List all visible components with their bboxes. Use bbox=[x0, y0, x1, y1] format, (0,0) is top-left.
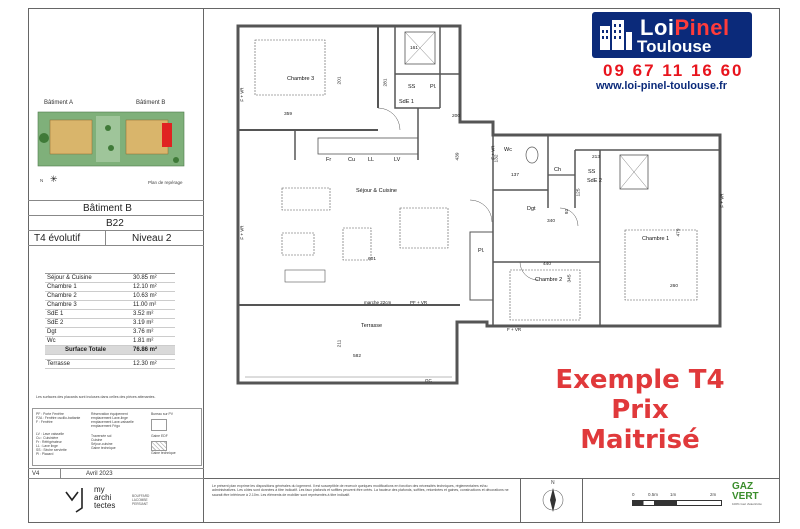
example-overlay: Exemple T4 Prix Maitrisé bbox=[555, 365, 725, 455]
architect-partners: BOUFFARD LACOMBE PERSIANT bbox=[132, 494, 150, 506]
ad-brand: LoiPinel bbox=[640, 15, 730, 40]
area-row: Séjour & Cuisine 30.85 m² bbox=[45, 274, 175, 283]
room-terrasse: Terrasse bbox=[361, 323, 383, 329]
terrasse-row: Terrasse 12.30 m² bbox=[45, 359, 175, 369]
door-mark: PF + VR bbox=[410, 300, 428, 305]
level: Niveau 2 bbox=[132, 233, 172, 244]
room-wc: Wc bbox=[504, 147, 512, 153]
site-plan-caption: Plan de repérage bbox=[148, 180, 183, 185]
room-sejour: Séjour & Cuisine bbox=[356, 188, 397, 194]
window-mark: F + VR bbox=[239, 87, 245, 102]
batiment-b-label: Bâtiment B bbox=[136, 100, 166, 106]
building-logo-icon bbox=[598, 18, 634, 52]
gaz-vert-logo: GAZ VERT 100% Gaz d'électricité bbox=[732, 481, 762, 506]
room-chambre-1: Chambre 1 bbox=[642, 236, 670, 242]
lot-number: B22 bbox=[106, 218, 124, 229]
window-mark: F + VR bbox=[239, 225, 245, 240]
room-chambre-2: Chambre 2 bbox=[535, 277, 563, 283]
room-ss-1: SS bbox=[408, 84, 416, 90]
gc-mark: GC bbox=[425, 378, 432, 383]
room-pl-1: Pl. bbox=[430, 84, 437, 90]
areas-note: Les surfaces des placards sont incluses dans celles des pièces attenantes. bbox=[36, 395, 156, 399]
architect-name: my archi tectes bbox=[94, 485, 116, 510]
room-pl-2: Pl. bbox=[478, 248, 485, 254]
total-area-row: Surface Totale 76.86 m² bbox=[45, 346, 175, 355]
area-row: SdE 2 3.19 m² bbox=[45, 319, 175, 328]
legend-left: PF : Porte Fenêtre F2A : Fenêtre oscillo-battante F : Fenêtre LV : Lave vaisselle Cu : Cuisinière Fr : Réfrigérateur LL : Lave linge SS : Sèche serviette Pl : Placard bbox=[36, 412, 81, 456]
apartment-type: T4 évolutif bbox=[34, 233, 81, 244]
legend-mid: Réservation équipement emplacement Lave-linge emplacement Lave-vaisselle emplacement Frigo Traversée sol Cuisine Séjour-cuisine Gaine technique bbox=[91, 412, 134, 450]
room-ch: Ch bbox=[554, 167, 562, 173]
room-chambre-3: Chambre 3 bbox=[287, 76, 315, 82]
compass-n: N bbox=[551, 480, 555, 486]
window-mark: F + VR bbox=[507, 327, 522, 332]
legend-right: Bureau sur PV Gaine EDF Gaine technique bbox=[151, 412, 176, 455]
ad-phone[interactable]: 09 67 11 16 60 bbox=[603, 61, 744, 80]
batiment-a-label: Bâtiment A bbox=[44, 100, 74, 106]
disclaimer: Le présent plan exprime les dispositions générales du logement. Il est susceptible de recevoir quelques modifications en fonction des nécessités techniques, réglementaires et/ou administratives. Les côtes sont données à titre indicatif. Les faux plafonds et soffites peuvent être créés. La hauteur des plafonds, soffites, retombées et gaines, constructions et décorations ne saurait être inférieure à 2.10m. Les éléments de mobilier sont représentés à titre indicatif. bbox=[212, 484, 509, 497]
version-code: V4 bbox=[32, 471, 40, 477]
room-sde-2: SdE 2 bbox=[587, 178, 602, 184]
ad-url[interactable]: www.loi-pinel-toulouse.fr bbox=[596, 80, 727, 92]
appliance-fr: Fr bbox=[326, 157, 332, 163]
step-mark: marche 22cm bbox=[364, 300, 392, 305]
building-name: Bâtiment B bbox=[83, 203, 132, 214]
area-row: Chambre 3 11.00 m² bbox=[45, 301, 175, 310]
area-row: SdE 1 3.52 m² bbox=[45, 310, 175, 319]
appliance-cu: Cu bbox=[348, 157, 356, 163]
north-label: N bbox=[40, 178, 44, 183]
area-row: Chambre 1 12.10 m² bbox=[45, 283, 175, 292]
compass-icon: ✳ bbox=[50, 174, 58, 184]
area-row: Chambre 2 10.63 m² bbox=[45, 292, 175, 301]
version-date: Avril 2023 bbox=[86, 471, 113, 477]
appliance-lv: LV bbox=[394, 157, 401, 163]
window-mark: F + VR bbox=[719, 193, 725, 208]
appliance-ll: LL bbox=[368, 157, 375, 163]
window-mark: F + VR bbox=[490, 145, 496, 160]
area-row: Wc 1.81 m² bbox=[45, 337, 175, 346]
ad-brand-city: Toulouse bbox=[637, 37, 712, 56]
room-sde-1: SdE 1 bbox=[399, 99, 414, 105]
area-row: Dgt 3.76 m² bbox=[45, 328, 175, 337]
room-dgt: Dgt bbox=[527, 206, 536, 212]
room-ss-2: SS bbox=[588, 169, 596, 175]
